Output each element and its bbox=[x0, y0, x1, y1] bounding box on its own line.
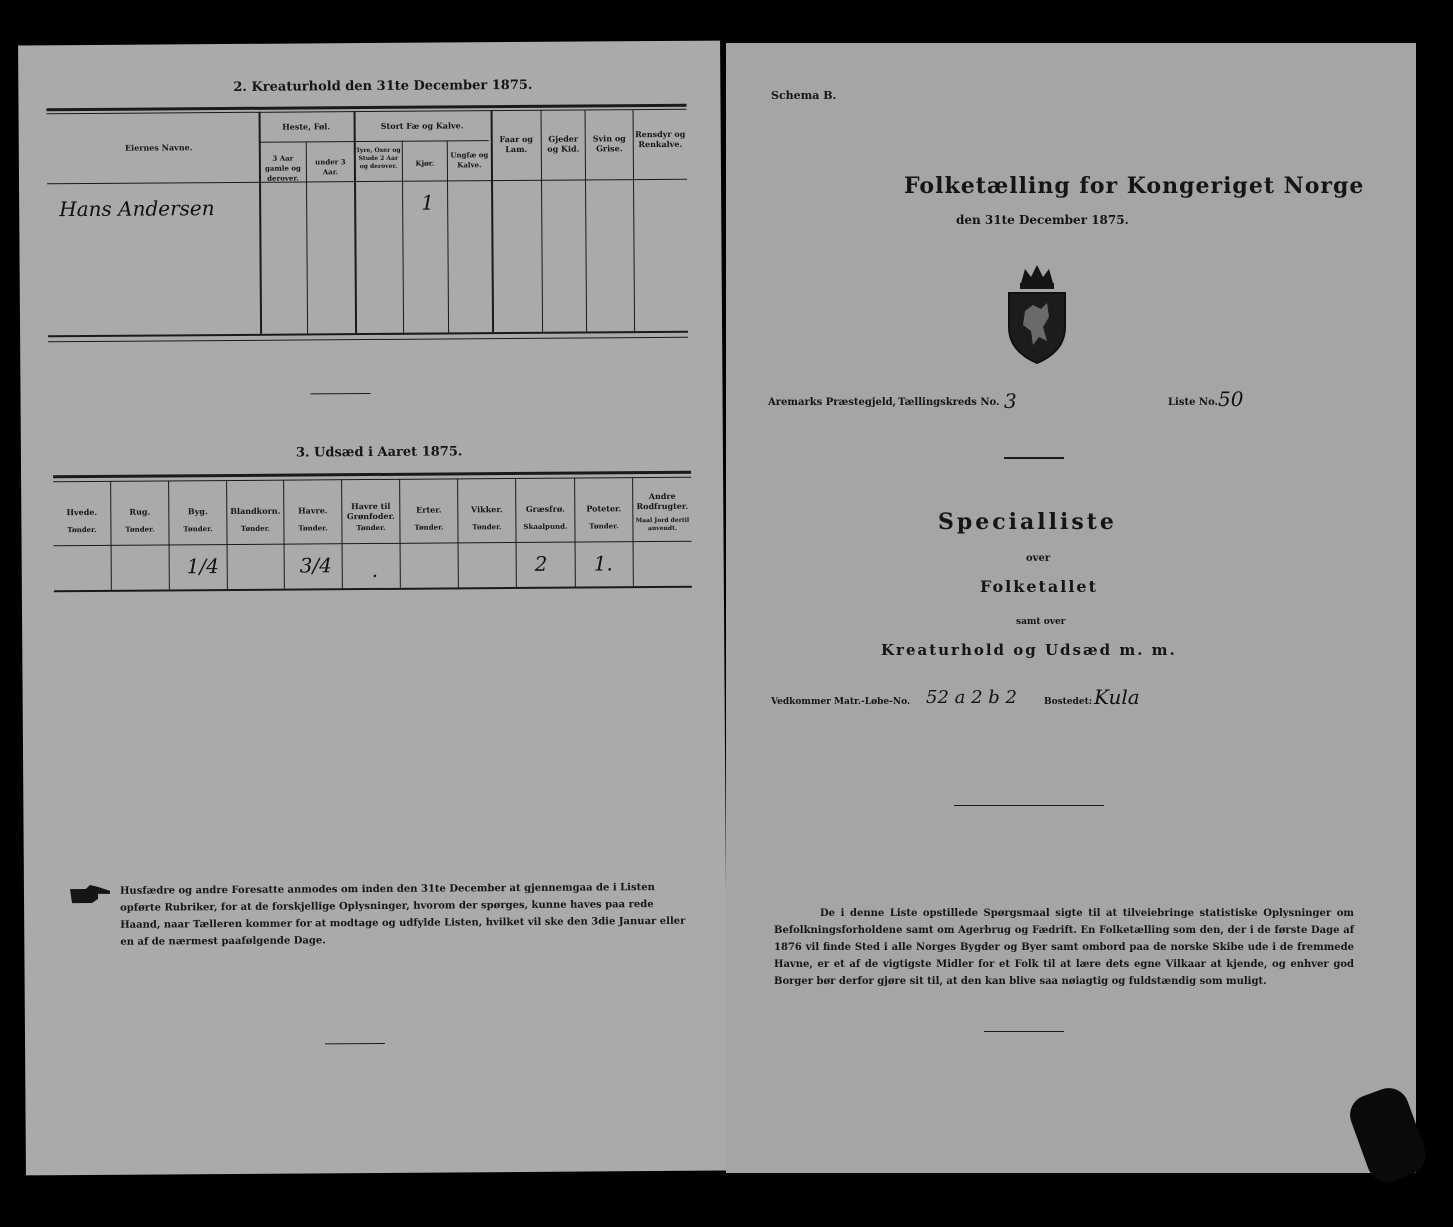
right-page bbox=[726, 43, 1416, 1173]
list-value: 50 bbox=[1218, 387, 1244, 411]
district-label: Tællingskreds No. bbox=[898, 397, 1000, 408]
section3-title: 3. Udsæd i Aaret 1875. bbox=[295, 444, 463, 461]
seed-unit-grass-seed: Skaalpund. bbox=[523, 521, 568, 531]
fodder-oats-value: . bbox=[371, 557, 379, 583]
left-page bbox=[18, 41, 728, 1176]
header-sheep: Faar og Lam. bbox=[499, 133, 534, 155]
barley-value: 1/4 bbox=[186, 554, 219, 579]
coat-of-arms-icon bbox=[1003, 261, 1071, 365]
over-text-1: over bbox=[1026, 553, 1051, 564]
divider bbox=[311, 393, 371, 394]
schema-label: Schema B. bbox=[771, 89, 837, 102]
folketallet-heading: Folketallet bbox=[980, 577, 1098, 596]
matr-label: Vedkommer Matr.-Løbe-No. bbox=[771, 697, 911, 707]
header-cattle: Stort Fæ og Kalve. bbox=[380, 120, 464, 131]
seed-unit-fodder-oats: Tønder. bbox=[356, 522, 386, 533]
divider-right-2 bbox=[954, 805, 1104, 806]
seed-header-rye: Rug. bbox=[129, 506, 151, 517]
header-reindeer: Rensdyr og Renkalve. bbox=[635, 128, 686, 150]
seed-header-oats: Havre. bbox=[298, 505, 328, 516]
divider-right-3 bbox=[984, 1031, 1064, 1032]
seed-header-grass-seed: Græsfrø. bbox=[525, 503, 565, 514]
header-goats: Gjeder og Kid. bbox=[547, 133, 580, 154]
seed-header-vetch: Vikker. bbox=[470, 504, 503, 515]
potatoes-value: 1. bbox=[593, 551, 613, 576]
header-horses-old: 3 Aar gamle og derover. bbox=[264, 153, 301, 183]
oats-value: 3/4 bbox=[299, 553, 332, 578]
header-cattle-cows: Kjør. bbox=[415, 158, 435, 168]
kreaturhold-heading: Kreaturhold og Udsæd m. m. bbox=[881, 641, 1177, 659]
grass-seed-value: 2 bbox=[534, 551, 548, 576]
divider-right-1 bbox=[1004, 457, 1064, 459]
header-pigs: Svin og Grise. bbox=[592, 133, 626, 154]
info-paragraph: De i denne Liste opstillede Spørgsmaal sigte til at tilveiebringe statistiske Oplysninger om Befolkningsforholdene samt om Agerbrug og Fædrift. En Folketælling som den, der i de første Dage af 1876 vil finde Sted i alle Norges Bygder og Byer samt ombord paa de norske Skibe ude i de fremmede Havne, er et af de vigtigste Midler for et Folk til at lære dets egne Vilkaar at kjende, og enhver god Borger bør derfor gjøre sit til, at den kan blive saa nøiagtig og fuldstændig som muligt. bbox=[774, 908, 1354, 987]
seed-header-potatoes: Poteter. bbox=[586, 503, 622, 514]
divider-bottom bbox=[325, 1043, 385, 1044]
pointing-hand-icon bbox=[68, 883, 112, 905]
seed-unit-vetch: Tønder. bbox=[472, 522, 502, 532]
form-subtitle: den 31te December 1875. bbox=[956, 213, 1129, 227]
form-title: Folketælling for Kongeriget Norge bbox=[904, 173, 1365, 199]
seed-header-fodder-oats: Havre til Grønfoder. bbox=[346, 500, 395, 522]
matr-value: 52 a 2 b 2 bbox=[926, 687, 1017, 708]
header-cattle-bulls: Tyre, Oxer og Stude 2 Aar og derover. bbox=[356, 146, 401, 171]
seed-unit-rye: Tønder. bbox=[125, 524, 155, 534]
notice-text: Husfædre og andre Foresatte anmodes om inden den 31te December at gjennemgaa de i Listen opførte Rubriker, for at de forskjellige Oplysninger, hvorom der spørges, kunne haves paa rede Haand, naar Tælleren kommer for at modtage og udfylde Listen, hvilket vil ske den 3die Januar eller en af de nærmest paafølgende Dage. bbox=[119, 882, 686, 948]
header-cattle-young: Ungfæ og Kalve. bbox=[450, 150, 489, 170]
parish-label: Aremarks Præstegjeld, bbox=[768, 397, 897, 408]
seed-unit-root-crops: Maal Jord dertil anvendt. bbox=[635, 516, 690, 533]
seed-unit-peas: Tønder. bbox=[414, 522, 444, 532]
seed-header-mixed: Blandkorn. bbox=[230, 505, 281, 516]
section2-title: 2. Kreaturhold den 31te December 1875. bbox=[233, 77, 533, 95]
seed-unit-oats: Tønder. bbox=[298, 523, 328, 533]
district-value: 3 bbox=[1004, 389, 1017, 413]
specialliste-heading: Specialliste bbox=[938, 509, 1117, 535]
seed-unit-wheat: Tønder. bbox=[67, 524, 97, 535]
header-horses: Heste, Føl. bbox=[282, 121, 331, 132]
seed-header-root-crops: Andre Rodfrugter. bbox=[636, 490, 689, 512]
list-label: Liste No. bbox=[1168, 397, 1219, 408]
seed-unit-mixed: Tønder. bbox=[240, 523, 271, 533]
owner-name-value: Hans Andersen bbox=[59, 196, 215, 222]
samt-over-text: samt over bbox=[1016, 617, 1066, 627]
seed-header-barley: Byg. bbox=[187, 506, 208, 517]
header-owner-name: Eiernes Navne. bbox=[124, 142, 193, 153]
header-horses-young: under 3 Aar. bbox=[315, 157, 346, 177]
cows-value: 1 bbox=[421, 190, 434, 215]
seed-unit-potatoes: Tønder. bbox=[589, 521, 619, 531]
seed-header-wheat: Hvede. bbox=[66, 506, 98, 518]
seed-header-peas: Erter. bbox=[416, 504, 442, 515]
bosted-value: Kula bbox=[1094, 685, 1140, 709]
bosted-label: Bostedet: bbox=[1044, 697, 1093, 707]
seed-unit-barley: Tønder. bbox=[183, 524, 213, 534]
